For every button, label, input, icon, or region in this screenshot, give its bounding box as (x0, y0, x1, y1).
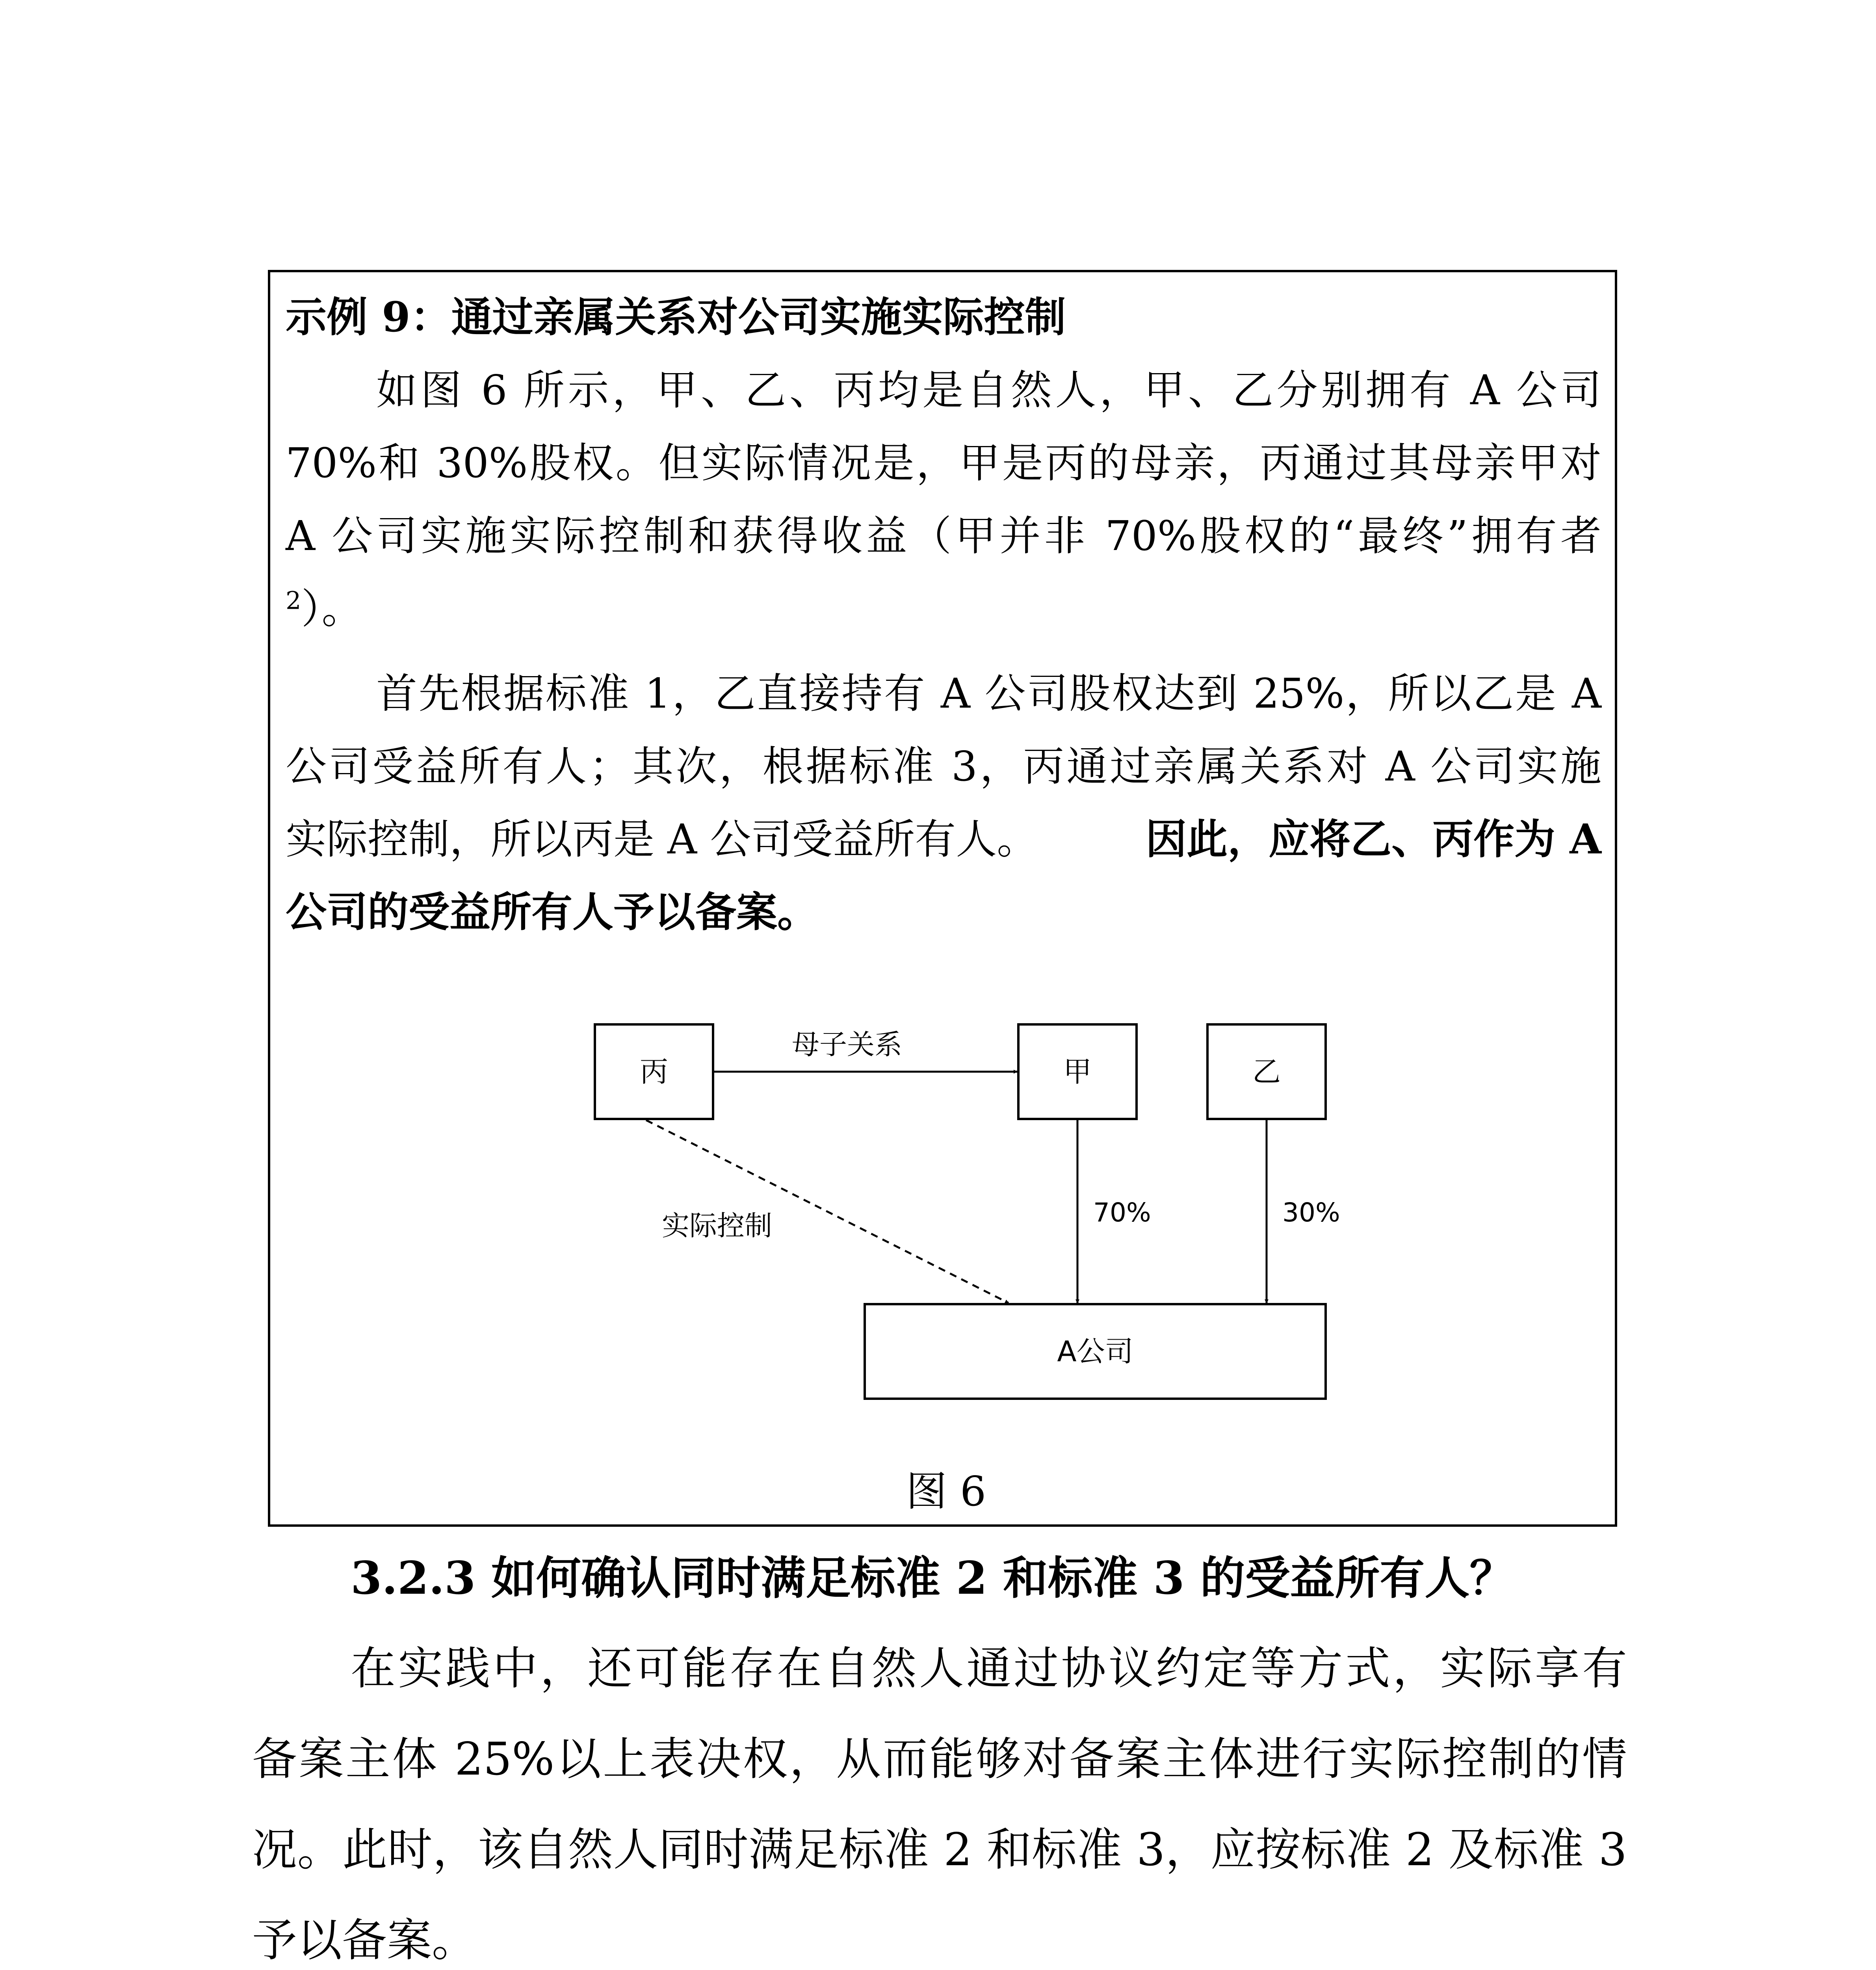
figure-caption: 图 6 (906, 1467, 986, 1515)
edge-yi-share-label: 30% (1282, 1197, 1340, 1228)
footnote-ref: 2 (286, 586, 301, 615)
example-9-para1-tail: ）。 (301, 585, 363, 633)
section-para1-line3: 况。此时，该自然人同时满足标准 2 和标准 3，应按标准 2 及标准 3 (252, 1823, 1627, 1876)
example-9-conclusion-part2: 公司的受益所有人予以备案。 (286, 888, 819, 936)
example-9-title: 示例 9：通过亲属关系对公司实施实际控制 (286, 293, 1066, 341)
example-9-para1-line3: A 公司实施实际控制和获得收益（甲并非 70%股权的“最终”拥有者 (286, 512, 1601, 560)
example-9-para1-line1: 如图 6 所示，甲、乙、丙均是自然人，甲、乙分别拥有 A 公司 (376, 366, 1601, 414)
node-bing-label: 丙 (639, 1055, 669, 1088)
example-9-para1-line2: 70%和 30%股权。但实际情况是，甲是丙的母亲，丙通过其母亲甲对 (286, 439, 1601, 487)
node-company-label: A公司 (1057, 1335, 1133, 1368)
section-heading: 3.2.3 如何确认同时满足标准 2 和标准 3 的受益所有人？ (351, 1552, 1515, 1604)
example-9-para2-line1: 首先根据标准 1，乙直接持有 A 公司股权达到 25%，所以乙是 A (376, 669, 1601, 717)
edge-jia-share-label: 70% (1093, 1197, 1151, 1228)
ownership-diagram (536, 1009, 1347, 1411)
section-para1-line2: 备案主体 25%以上表决权，从而能够对备案主体进行实际控制的情 (252, 1733, 1627, 1785)
node-jia-label: 甲 (1063, 1055, 1092, 1088)
node-yi-label: 乙 (1252, 1055, 1281, 1088)
example-9-para1-line4 (286, 583, 362, 634)
example-9-para2-line2: 公司受益所有人；其次，根据标准 3，丙通过亲属关系对 A 公司实施 (286, 742, 1601, 790)
example-9-para2-line3-normal: 实际控制，所以丙是 A 公司受益所有人。 (286, 815, 1038, 863)
edge-actual-control-label: 实际控制 (662, 1210, 772, 1242)
example-9-conclusion-part1: 因此，应将乙、丙作为 A (1146, 815, 1601, 863)
edge-mother-child-label: 母子关系 (792, 1028, 902, 1061)
section-para1-line4: 予以备案。 (252, 1914, 477, 1966)
section-para1-line1: 在实践中，还可能存在自然人通过协议约定等方式，实际享有 (351, 1642, 1627, 1695)
example-9-para2-line3 (286, 814, 1601, 865)
